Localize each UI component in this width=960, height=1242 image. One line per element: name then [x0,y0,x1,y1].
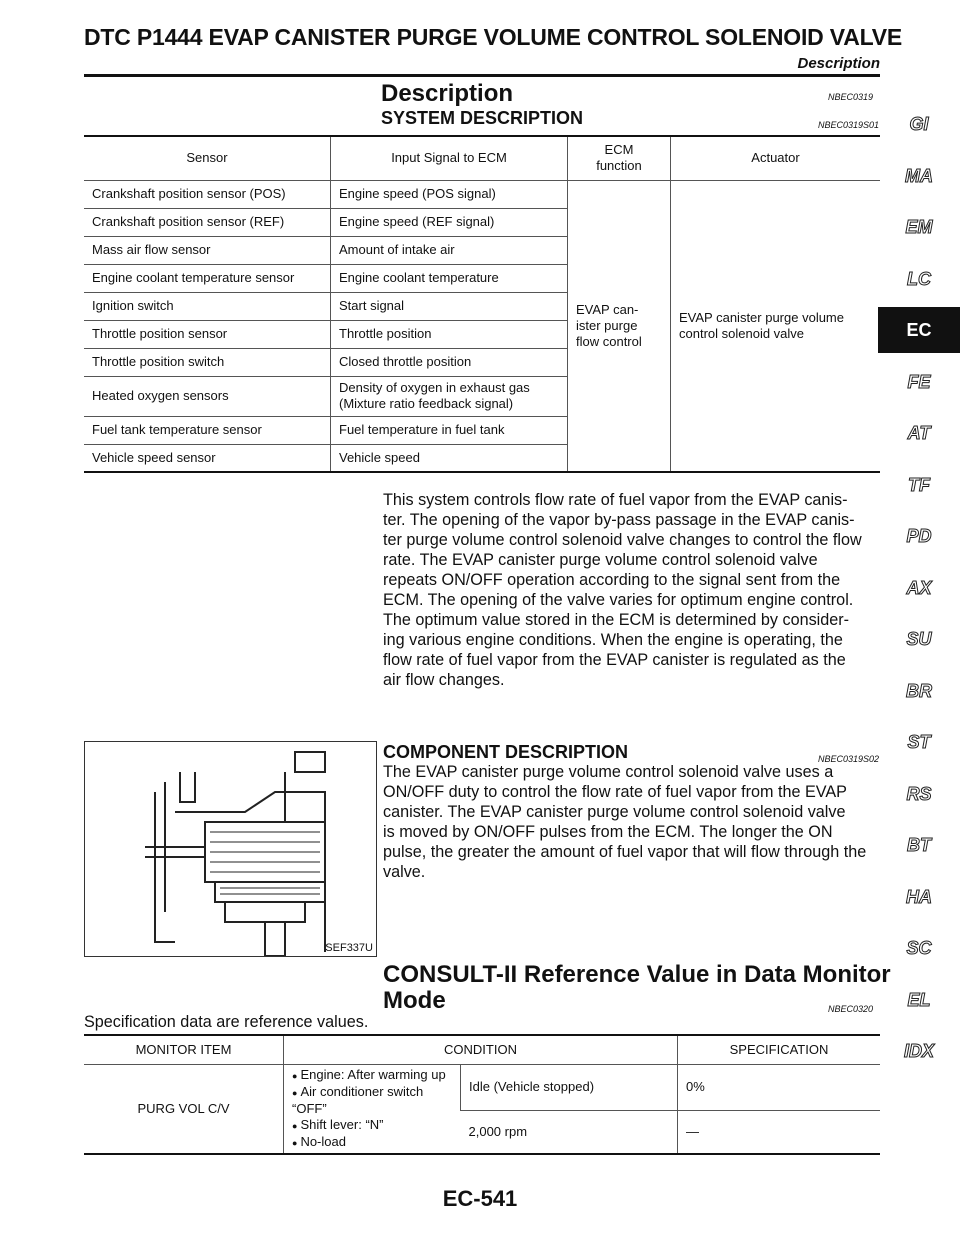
section-tab-gi[interactable]: GI [909,114,929,134]
input-signal-cell: Amount of intake air [331,236,568,264]
component-paragraph: The EVAP canister purge volume control solenoid valve uses a ON/OFF duty to control the flow rate of fuel vapor from the EVAP canister. The EVAP canister purge volume control solenoid valve is moved by ON/OFF pulses from the ECM. The longer the ON pulse, the greater the amount of fuel vapor that will flow through the valve. [383,763,867,881]
consult-note: Specification data are reference values. [84,1013,369,1031]
section-tab-rs[interactable]: RS [906,783,932,804]
section-tab-em[interactable]: EM [905,217,933,237]
section-tab-bt[interactable]: BT [907,835,931,855]
table-row [84,180,880,208]
section-tab-ha[interactable]: HA [906,886,932,907]
section-tab-ma[interactable]: MA [905,165,933,186]
monitor-item: PURG VOL C/V [84,1064,284,1154]
section-tab-fe[interactable]: FE [907,371,931,392]
input-signal-cell: Vehicle speed [331,444,568,472]
condition-item: ● Shift lever: “N” [292,1117,452,1134]
input-signal-cell: Engine speed (REF signal) [331,208,568,236]
input-signal-cell: Engine coolant temperature [331,264,568,292]
system-table [84,137,880,473]
solenoid-valve-illustration [85,742,376,956]
component-figure [84,741,377,957]
consult-header-row [84,1036,880,1064]
sensor-cell: Crankshaft position sensor (REF) [84,208,331,236]
consult-table [84,1036,880,1155]
sensor-cell: Mass air flow sensor [84,236,331,264]
section-tab-at[interactable]: AT [907,423,931,443]
section-tab-sc[interactable]: SC [906,938,932,958]
input-signal-cell: Engine speed (POS signal) [331,180,568,208]
header-condition: CONDITION [284,1036,678,1064]
sensor-cell: Heated oxygen sensors [84,376,331,416]
actuator-cell: EVAP canister purge volume control solenoid valve [671,180,881,472]
input-signal-cell: Density of oxygen in exhaust gas (Mixture ratio feedback signal) [331,376,568,416]
section-tab-br[interactable]: BR [906,680,932,701]
sensor-cell: Ignition switch [84,292,331,320]
section-tab-lc[interactable]: LC [907,268,931,289]
section-tab-st[interactable]: ST [907,732,931,752]
description-heading: Description [381,80,514,107]
condition-item: ● Engine: After warming up [292,1067,452,1084]
sensor-cell: Engine coolant temperature sensor [84,264,331,292]
input-signal-cell: Throttle position [331,320,568,348]
header-monitor-item: MONITOR ITEM [84,1036,284,1064]
header-actuator: Actuator [671,137,881,180]
sensor-cell: Fuel tank temperature sensor [84,416,331,444]
section-tab-ax[interactable]: AX [906,577,932,598]
sensor-cell: Throttle position sensor [84,320,331,348]
consult-heading: CONSULT-II Reference Value in Data Monitor Mode [383,961,891,1014]
condition-idle: Idle (Vehicle stopped) [461,1064,678,1111]
section-tab-idx[interactable]: IDX [903,1041,934,1061]
header-specification: SPECIFICATION [678,1036,881,1064]
page-subtitle: Description [797,55,880,72]
input-signal-cell: Fuel temperature in fuel tank [331,416,568,444]
spec-2000rpm: — [678,1111,881,1154]
sensor-cell: Vehicle speed sensor [84,444,331,472]
system-heading: SYSTEM DESCRIPTION [381,108,584,128]
system-code: NBEC0319S01 [818,120,880,130]
condition-item: ● No-load [292,1134,452,1151]
component-code: NBEC0319S02 [818,754,880,764]
ecm-function-cell: EVAP can- ister purge flow control [568,180,671,472]
consult-code: NBEC0320 [828,1004,874,1014]
consult-row [84,1064,880,1111]
section-tab-tf[interactable]: TF [908,474,930,495]
condition-item: ● Air conditioner switch “OFF” [292,1084,452,1117]
sensor-cell: Throttle position switch [84,348,331,376]
header-rule [84,74,880,77]
sensor-cell: Crankshaft position sensor (POS) [84,180,331,208]
description-code: NBEC0319 [828,92,874,102]
condition-list [284,1064,461,1154]
header-ecm: ECM function [568,137,671,180]
spec-idle: 0% [678,1064,881,1111]
input-signal-cell: Closed throttle position [331,348,568,376]
header-sensor: Sensor [84,137,331,180]
component-heading: COMPONENT DESCRIPTION [383,742,629,762]
input-signal-cell: Start signal [331,292,568,320]
section-tab-su[interactable]: SU [906,629,932,649]
header-input: Input Signal to ECM [331,137,568,180]
section-tab-pd[interactable]: PD [906,526,932,546]
condition-2000rpm: 2,000 rpm [461,1111,678,1154]
system-paragraph: This system controls flow rate of fuel vapor from the EVAP canis- ter. The opening of the vapor by-pass passage in the EVAP canis- ter purge volume control solenoid valve changes to control the flow rate. The EVAP canister purge volume control solenoid valve repeats ON/OFF operation according to the signal sent from the ECM. The opening of the valve varies for optimum engine control. The optimum value stored in the ECM is determined by consider- ing various engine conditions. When the engine is operating, the flow rate of fuel vapor from the EVAP canister is regulated as the air flow changes. [383,491,862,689]
page-title: DTC P1444 EVAP CANISTER PURGE VOLUME CONTROL SOLENOID VALVE [84,24,903,50]
page-number: EC-541 [442,1186,518,1211]
table-header-row [84,137,880,180]
section-tab-ec[interactable]: EC [878,307,960,353]
section-tab-el[interactable]: EL [907,989,931,1010]
figure-label: SEF337U [325,942,373,954]
